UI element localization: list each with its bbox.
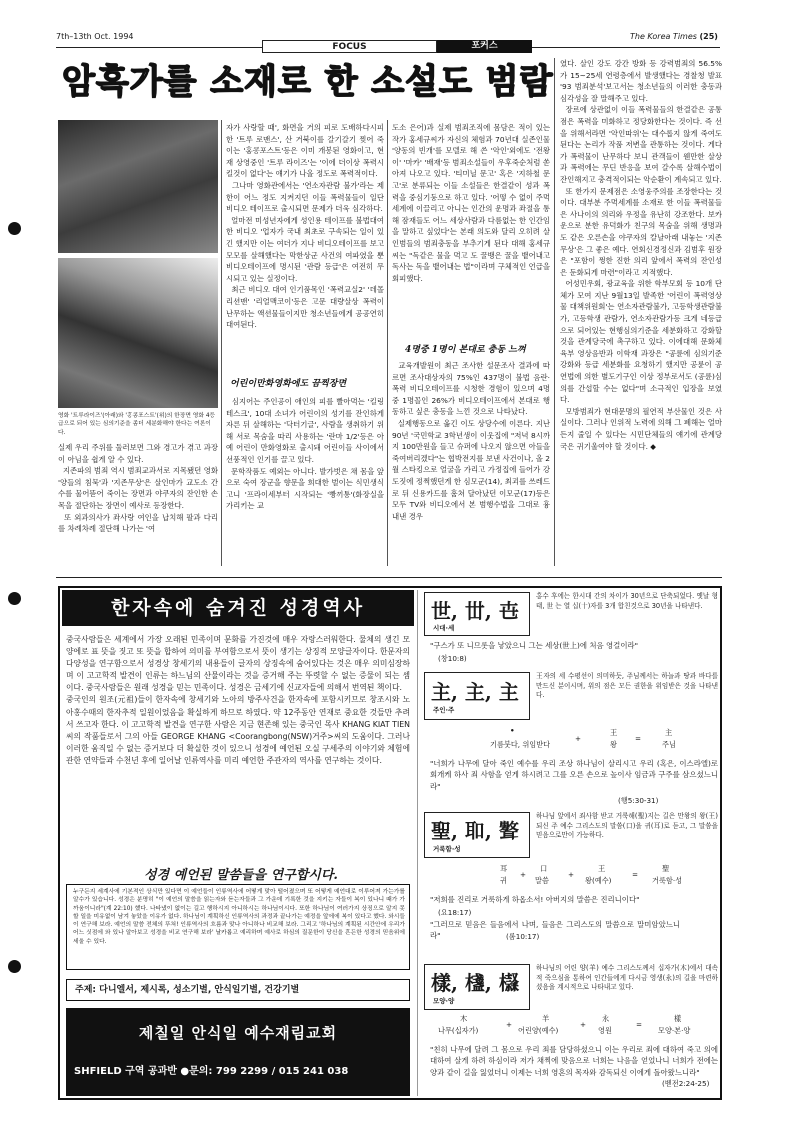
- formula-glyph: 永: [602, 1014, 610, 1023]
- hanzi-label: 주인·주: [433, 706, 455, 714]
- ad-column-rule: [417, 590, 418, 1096]
- article-col1-lower: 실제 우리 주위를 둘러보면 그와 경고가 겪고 과장이 아님을 쉽게 알 수 있다. 지존파의 범죄 역시 범죄교과서로 지목됐던 영화 '양들의 침묵'과 '지존무상'은 살인마가 교도소 간수를 물어뜯어 죽이는 장면과 야쿠자의 잔인한 손목을 절단하는 장면이 예사로 등장한다. 또 외과의사가 좌사랑 여인을 납치해 팔과 다리를 차례차례 절단해 나가는 '여: [58, 443, 218, 534]
- bible-ref: (요18:17): [438, 908, 472, 917]
- hanzi-formula: [440, 864, 720, 888]
- ad-topics: 주제: 다니엘서, 제시록, 성소기별, 안식일기별, 건강기별: [75, 985, 300, 995]
- bible-quote: "너희가 나무에 달아 죽인 예수를 우리 조상 하나님이 살리시고 우리 (혹은, 이스라엘)로 회개케 하사 죄 사함을 얻게 하시려고 그를 오른 손으로 높이사 임금과 구주를 삼으셨느니라": [430, 759, 721, 791]
- plus-sign: +: [575, 734, 582, 743]
- film-still-top: [58, 120, 218, 253]
- hanzi-glyphs: 聖, 𦔻, 𦗷: [431, 819, 519, 843]
- formula-part: 어린양(예수): [518, 1026, 559, 1035]
- subhead-survey: 4명중 1명이 본대로 충동 느껴: [405, 345, 526, 355]
- hanzi-note: 홍수 후에는 한시대 간의 차이가 30년으로 단축되었다. 옛날 형태, 世 는 열 십(十)자를 3개 합친것으로 30년을 나타낸다.: [536, 592, 718, 610]
- article-col2-lower: 심지어는 주인공이 애인의 피를 빨아먹는 '킬링테스크', 10대 소녀가 어린이의 성기를 잔인하게 자른 뒤 살해하는 '닥터기글', 사람을 생취하기 위해 서로 목숨을 따리 사용하는 '란마 1/2'등은 아예 어린이 만화영화로 출시돼 어린이들 사이에서 선풍적인 인기를 끌고 있다. 문학작품도 예외는 아니다. 발가벗은 채 몸을 앞으로 숙여 장군을 향문을 희대한 벌이는 식민생식고니 '프라이세부터 시작되는 '빵끼통'(화장실을 가리키는 교: [226, 397, 384, 511]
- section-divider: [56, 577, 722, 578]
- hanzi-glyphs: 樣, 𣛷, 𣟍: [431, 971, 519, 995]
- column-rule: [554, 58, 555, 566]
- formula-glyph: 耳: [500, 864, 508, 873]
- ad-title: 한자속에 숨겨진 성경역사: [110, 597, 366, 619]
- hanzi-label: 거룩함·성: [433, 845, 461, 853]
- subhead-cartoon: 어린이만화영화에도 끔찍장면: [230, 379, 347, 389]
- formula-part: 말씀: [535, 876, 549, 885]
- section-bar: [262, 40, 532, 53]
- plus-sign: +: [506, 1020, 513, 1029]
- plus-sign: +: [520, 870, 527, 879]
- bible-ad: [58, 586, 722, 1100]
- hanzi-label: 시대·세: [433, 624, 455, 632]
- equals-sign: =: [636, 1020, 643, 1029]
- section-en: FOCUS: [262, 40, 437, 53]
- formula-part: 나무(십자가): [438, 1026, 479, 1035]
- article-col3-lower: 교육개발원이 최근 조사한 설문조사 결과에 따르면 조사대상자의 75%인 437명이 불법 음란·폭력 비디오테이프를 시청한 경험이 있으며 4명중 1명꼴인 26%가 비디오테이프에서 본대로 행동하고 싶은 충동을 느낀 것으로 나타났다. 실제행동으로 옮긴 이도 상당수에 이른다. 지난 90년 '국민학교 3학년생이 이웃집에 "저녁 8시까지 100만원을 들고 슈퍼에 나오지 않으면 아들을 죽여버리겠다"는 협박전지를 보낸 사건이나, 올 2월 스타킹으로 얼굴을 가리고 가정집에 들어가 강도짓에 정쩍했던게 한 심모군(14), 최괴를 쓰레드로 뒤 신용카드를 훔쳐 달아났던 이모군(17)등은 모두 TV와 비디오에서 본 범행수법을 그대로 흉내낸 경우: [392, 361, 550, 521]
- formula-glyph: 聖: [662, 864, 670, 873]
- formula-part: 왕(예수): [585, 876, 612, 885]
- paper-title: The Korea Times: [630, 32, 697, 41]
- ad-topics-box: [66, 979, 410, 1001]
- hanzi-note: 하나님의 어린 양(羊) 예수 그리스도께서 십자가(木)에서 대속적 죽으심을 통하여 인간들에게 다시금 영생(永)의 길을 마련하셨음을 계시적으로 나타내고 있다.: [536, 964, 718, 992]
- ad-church-bar: [66, 1008, 410, 1096]
- column-rule: [221, 120, 222, 566]
- hanzi-box-world: [424, 592, 530, 636]
- plus-sign: +: [568, 870, 575, 879]
- hanzi-box-likeness: [424, 964, 530, 1010]
- ad-small-box: [66, 884, 410, 970]
- bible-ref: (창10:8): [438, 654, 467, 663]
- paper-name: [630, 32, 718, 41]
- binder-hole: [8, 222, 21, 235]
- hanzi-label: 모양·양: [433, 997, 455, 1005]
- formula-glyph: 樣: [674, 1014, 682, 1023]
- formula-glyph: 王: [598, 864, 606, 873]
- formula-part: 모양·본·양: [658, 1026, 691, 1035]
- equals-sign: =: [635, 734, 642, 743]
- plus-sign: +: [580, 1020, 587, 1029]
- hanzi-glyphs: 世, 丗, 㔺: [431, 599, 519, 623]
- formula-part: 왕: [610, 740, 617, 749]
- ad-church-name: 제칠일 안식일 예수재림교회: [138, 1024, 338, 1042]
- formula-part: 귀: [500, 876, 507, 885]
- bible-ref: (롬10:17): [506, 932, 540, 941]
- ad-small-text: 누구든지 세계사에 기본적인 상식만 있다면 이 예언들이 인류역사에 어떻게 맞아 떨어졌으며 또 어떻게 예언대로 이루어져 가는가를 알수가 있습니다. 성경은 분명히 "이 예언의 말씀을 읽는자와 듣는자들과 그 가운데 기록한 것을 지키는 자들이 복이 있나니 때가 가까움이니라"(계 22:10) 했다. 나타냈이 없이는 길고 행하시지 아니하시는 하나님이시다. 또한 하나님이 여러가지 상징으로 알지 못할 일을 미유없이 남겨 놓았을 이유가 없다. 하나님이 계획하신 인류역사의 과정과 끝나가는 예정을 앞에에 복이 있다고 했다. 와시들이 연구해 보라. 예언의 말씀 전체의 뚜쳐! 인류역사의 흐름과 맞나 아니하나 비교해 보라. 그리고 '하나님의 계획된 시간안에 우리가 어느 싯점에 와 있나 알아보고 성경을 비교 연구해 보라' 날카롭고 예리하며 예사로 하심의 질문한이 당신을 흔든한 성경의 믿음위에 세울 수 있다.: [73, 889, 407, 945]
- bible-ref: (행5:30-31): [618, 796, 659, 805]
- formula-glyph: 木: [460, 1014, 468, 1023]
- page-number: (25): [699, 32, 718, 41]
- article-col2-top: 자가 사랑할 때', 화면을 거의 피로 도배하다시피한 '트루 로맨스', 산 거북이를 갈기갈기 찢어 죽이는 '홍콩포스트'등은 이미 개봉된 영화이고, 현재 상영중인 '트루 라이즈'는 '이에 더이상 폭력시킬것이 없다'는 얘기가 나올 정도로 폭력적이다. 그나마 영화관에서는 '연소자관람 불가'라는 제한이 어느 정도 지켜지던 이들 폭력물들이 일단 비디오 테이프로 출시되면 문제가 더욱 심각하다. 얼마전 미성년자에게 성인용 테이프를 불법대여한 비디오 '업자가 국내 최초로 구속되는 일이 있긴 했지만 이는 여더가 지나 비디오테이프를 보고 모모를 살해했다는 막한상군 사건의 여파였을 뿐 비디오테이프에 명시된 '관람 등급'은 여전히 무시되고 있는 실정이다. 최근 비디오 대여 인기품목인 '폭력교실2' '데몰리션맨' '리얼맥코이'등은 고문 대량살상 폭력이 난무하는 액션물들이지만 청소년들에게 공공연히 대여된다.: [226, 123, 385, 330]
- bible-quote: "저희를 진리로 거룩하게 하옵소서! 아버지의 말씀은 진리니이다": [430, 895, 640, 904]
- ad-contact: SHFIELD 구역 공과반 ●문의: 799 2299 / 015 241 038: [74, 1066, 349, 1077]
- formula-dot: •: [510, 726, 515, 735]
- bible-quote: "구스가 또 니므롯을 낳았으니 그는 세상(世上)에 처음 영걸이라": [430, 641, 638, 650]
- formula-glyph: 羊: [542, 1014, 550, 1023]
- column-rule: [387, 120, 388, 566]
- header-rule: [532, 47, 720, 48]
- ad-title-bar: [62, 590, 414, 626]
- headline: 암흑가를 소재로 한 소설도 범람: [62, 62, 554, 102]
- header-rule: [56, 47, 262, 48]
- film-still-bottom: [58, 258, 218, 408]
- formula-glyph: 主: [665, 728, 673, 737]
- hanzi-note: 王자의 세 수평선이 의미하듯, 주님께서는 하늘과 땅과 바다를 만드신 분이시며, 위의 점은 모든 권한을 위임받은 것을 나타낸다.: [536, 672, 721, 700]
- hanzi-formula: [440, 728, 720, 752]
- formula-glyph: 王: [610, 728, 618, 737]
- article-col4: 였다. 살인 강도 강간 방화 등 강력범죄의 56.5%가 15~25세 연령층에서 발생했다는 경찰청 발표 '93 범죄분석'보고서는 청소년들의 이러한 충동과 심각성을 잘 말해주고 있다. 장르에 상관없이 이들 폭력물들의 한결같은 공통점은 폭력을 미화하고 정당화한다는 것이다. 즉 선을 위해서라면 '악인따위'는 대수롭지 않게 죽여도 된다는 논리가 작품 저변을 관통하는 것이다. 게다가 폭력물이 난무하다 보니 관객들이 웬만한 살상과 폭력에는 무딘 반응을 보여 갈수록 살해수법이 잔인해지고 충격적이되는 악순환이 계속되고 있다. 또 한가지 문제점은 소영웅주의를 조장한다는 것이다. 대부분 주먹세계를 소재로 한 이들 폭력물들은 사나이의 의리와 우정을 유난히 강조한다. 보카운으로 분한 유덕화가 친구의 목숨을 위해 생명과도 같은 오른손을 야쿠자의 칼날아래 내놓는 '지존무상'은 그 좋은 예다. 연회신경정신과 김범후 원장은 "포함이 쩡한 진한 의리 앞에서 폭력의 잔인성은 둔화되게 마련"이라고 지적했다. 어성민우회, 광교육을 위한 학부모회 등 10개 단체가 모여 지난 9월13일 발족한 '어린이 폭력영상물 대책위원회'는 연소자관람불가, 고등학생관람불가, 고등학생 관람가, 연소자관람가등 크게 네등급으로 되어있는 현행심의기준을 세분화하고 강화할 것을 관계당국에 촉구하고 있다. 이에대해 문화체육부 영상음반과 이학재 과장은 "공륜에 심의기준 강화와 등급 세분화를 요청하기 했지만 공륜이 공연법에 의한 별도기구인 이상 정부로서도 (공륜)심의를 간섭할 수는 없다"며 소극적인 입장을 보였다. 모방범죄가 현대문명의 필연적 부산물인 것은 사실이다. 그러나 인위적 노력에 의해 그 폐해는 얼마든지 줄일 수 있다는 시민단체들의 얘기에 관계당국은 귀기울여야 할 것이다. ◆: [560, 59, 722, 451]
- hanzi-box-holy: [424, 812, 530, 858]
- formula-glyph: 口: [540, 864, 548, 873]
- bible-ref: (벧전2:24-25): [662, 1079, 710, 1088]
- bible-quote: "그러므로 믿음은 들음에서 나며, 들음은 그리스도의 말씀으로 말미암았느니라": [430, 920, 680, 941]
- binder-hole: [8, 960, 21, 973]
- issue-date: 7th–13th Oct. 1994: [56, 32, 134, 41]
- formula-part: 기름붓다, 위임받다: [490, 740, 551, 749]
- hanzi-glyphs: 主, 主, 主: [431, 680, 519, 704]
- section-ko: 포커스: [437, 40, 532, 53]
- formula-part: 영원: [598, 1026, 612, 1035]
- formula-part: 주님: [662, 740, 676, 749]
- ad-body: 중국사람들은 세계에서 가장 오래된 민족이며 문화를 가진것에 매우 자랑스러워한다. 물체의 생긴 모양에로 표 뜻을 짓고 또 뜻을 합하여 의미를 부여함으로서 뜻이 생기는 상징적 모양글자이다. 한문자의 다양성을 연구함으로서 성경상 창세기의 내용들이 글자의 상징속에 숨어있다는 것은 매우 의미심장하며 이 고고학적 발견이 인류는 하느님의 산물이라는 것을 증거해 주는 뚜렷할 수 없는 증물이 되는 셈이다. 중국사람들은 원래 성경을 믿는 민족이다. 성경은 금세기에 신교자들에 의해서 번역된 책이다. 중국인의 원조(元祖)들이 한자속에 창세기와 노아의 방주사건을 한자속에 포함시키므로 창조시와 노아홍수때의 한자추적 일원이었음을 확실하게 하므로 하였다. 약 12주동안 연재로 중요한 것들만 추려서 쓰고자 한다. 이 고고학적 발견을 연구한 사람은 지금 현존해 있는 중국인 목사 KHANG KIAT TIEN 씨의 작품들로서 그의 아들 GEORGE KHANG <Coorangbong(NSW)거주>씨의 도움이다. 그러나 이러한 움직일 수 없는 증거보다 더 확실한 것이 있으니 성경에 예언된 오실 구세주의 이야기와 체험에 관한 연약들과 수천년 후에 일어날 인류역사를 미리 예언한 주관자의 역사를 연구하는 것이다.: [66, 635, 410, 765]
- ad-handwritten-heading: 성경 예언된 말씀들을 연구합시다.: [144, 868, 338, 883]
- hanzi-note: 하나님 앞에서 죄사함 받고 거룩해(聖)지는 길은 만왕의 왕(王)되신 주 예수 그리스도의 말씀(口)을 귀(耳)로 듣고, 그 말씀을 믿음으로만이 가능하다.: [536, 812, 721, 840]
- article-col3-top: 도소 은어)과 실제 범죄조직에 몸담은 적이 있는 작가 홍세규씨가 자신의 체험과 70년대 실존인물 '양동의 빈개'를 모델로 해 쓴 '악인'외에도 '전왕이' '마카' '배재'등 범죄소설들이 우후죽순처럼 쏟아져 나오고 있다. '티미닐 문고' 혹은 '지하철 문고'로 분류되는 이들 소설들은 한결같이 성과 폭력을 중심기둥으로 하고 있다. '어떻 수 없이 주먹세계에 이끌리고 아니는 인간의 운명과 좌절을 통해 잠재들도 어느 세상사람과 다름없는 한 인간임을 말하고 싶었다'는 본래 의도와 달리 오히려 살인범들의 범죄충동을 부추기게 된다 대해 홍세규씨는 "독같은 물을 먹고 도 꿀뱅은 꿀을 뱉어내고 독사는 독을 뱉어내는 법"이라며 구체적인 언급을 회피했다.: [392, 123, 553, 283]
- formula-part: 거룩함·성: [652, 876, 683, 885]
- photo-caption: 영화 '트루라이즈'(아래)와 '홍콩포스트'(위)의 한장면 영화 4등급으로 되어 있는 심의기준을 좀더 세분화해야 한다는 여론이다.: [58, 413, 216, 436]
- hanzi-box-lord: [424, 672, 530, 720]
- hanzi-formula: [430, 1014, 720, 1038]
- equals-sign: =: [632, 870, 639, 879]
- bible-quote: "친히 나무에 달려 그 몸으로 우리 죄를 담당하셨으니 이는 우리로 죄에 대하여 죽고 의에 대하여 살게 하려 하심이라 저가 채찍에 맞음으로 너희는 나음을 얻었나니 너희가 전에는 양과 같이 길을 잃었더니 이제는 너희 영혼의 목자와 감독되신 이에게 돌아왔느니라": [430, 1045, 721, 1077]
- binder-hole: [8, 592, 21, 605]
